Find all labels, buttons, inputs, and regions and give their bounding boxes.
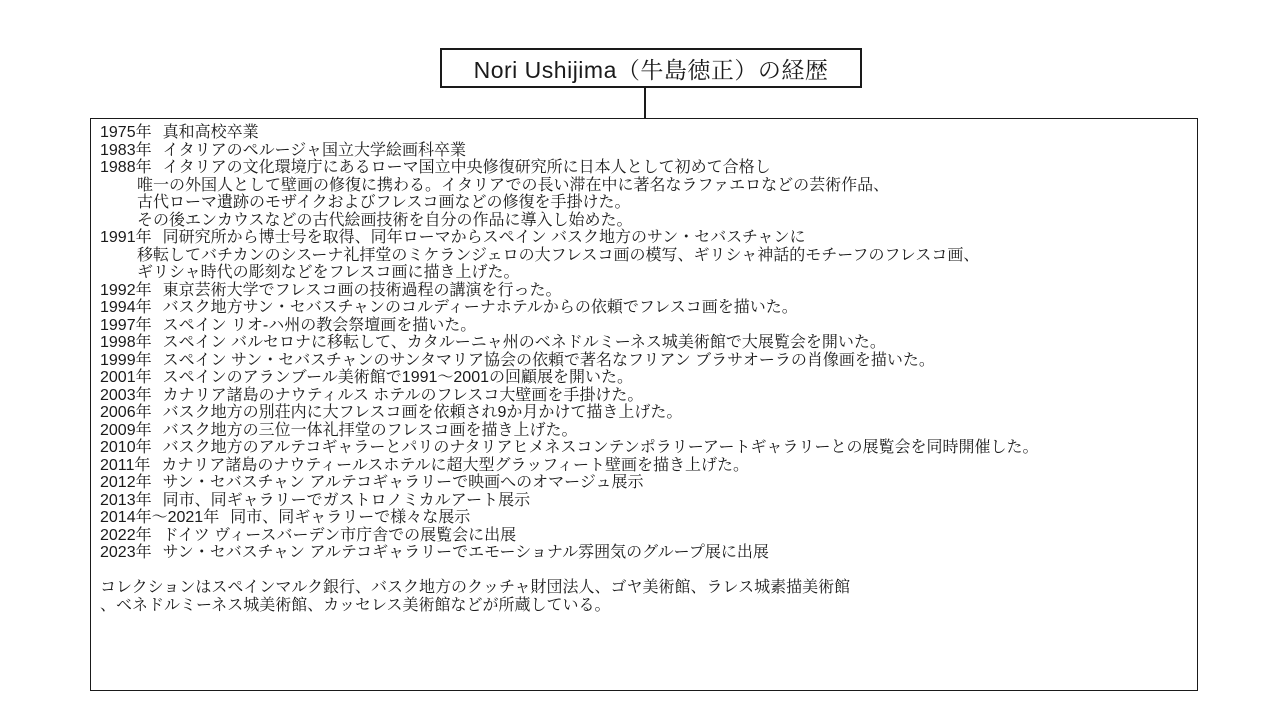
timeline-text: ギリシャ時代の彫刻などをフレスコ画に描き上げた。 — [137, 264, 520, 281]
timeline-text: サン・セバスチャン アルテコギャラリーで映画へのオマージュ展示 — [162, 474, 644, 491]
timeline-text: 同研究所から博士号を取得、同年ローマからスペイン バスク地方のサン・セバスチャンに — [162, 229, 806, 246]
timeline-year: 2011年 — [100, 456, 151, 474]
timeline-entry — [100, 439, 1189, 457]
timeline-entry — [100, 509, 1189, 527]
timeline-year: 1997年 — [100, 316, 152, 334]
timeline-year: 2006年 — [100, 404, 152, 421]
footer-line: 、ベネドルミーネス城美術館、カッセレス美術館などが所蔵している。 — [100, 596, 611, 614]
timeline-text: バスク地方の別荘内に大フレスコ画を依頼され9か月かけて描き上げた。 — [162, 404, 683, 421]
timeline-year: 2022年 — [100, 526, 152, 544]
timeline-entry — [100, 282, 1189, 300]
timeline-year: 1991年 — [100, 229, 152, 246]
timeline-year: 1994年 — [100, 299, 152, 316]
timeline-entry — [100, 527, 1189, 545]
timeline-entry — [100, 369, 1189, 387]
timeline-entry — [100, 159, 1189, 177]
timeline-year: 2023年 — [100, 544, 152, 561]
timeline-entry — [100, 544, 1189, 562]
timeline-year: 1998年 — [100, 334, 152, 351]
timeline-year: 2003年 — [100, 386, 152, 404]
timeline-text: スペイン サン・セバスチャンのサンタマリア協会の依頼で著名なフリアン ブラサオーラの肖像画を描いた。 — [162, 351, 935, 369]
timeline-entry — [100, 474, 1189, 492]
timeline-continuation-line — [100, 194, 1189, 212]
timeline-text: イタリアの文化環境庁にあるローマ国立中央修復研究所に日本人として初めて合格し — [162, 159, 771, 176]
timeline-entry — [100, 457, 1189, 475]
timeline-entry — [100, 229, 1189, 247]
timeline-text: スペインのアランブール美術館で1991～2001の回顧展を開いた。 — [162, 369, 633, 386]
footer-line: コレクションはスペインマルク銀行、バスク地方のクッチャ財団法人、ゴヤ美術館、ラレス城素描美術館 — [100, 579, 851, 596]
timeline-year: 2009年 — [100, 421, 152, 439]
timeline-entry — [100, 317, 1189, 335]
timeline-text: カナリア諸島のナウティルス ホテルのフレスコ大壁画を手掛けた。 — [162, 386, 644, 404]
timeline-year: 2001年 — [100, 369, 152, 386]
timeline-text: 古代ローマ遺跡のモザイクおよびフレスコ画などの修復を手掛けた。 — [137, 194, 631, 211]
timeline-text: 真和高校卒業 — [162, 124, 259, 141]
timeline-entry — [100, 404, 1189, 422]
timeline-entry — [100, 334, 1189, 352]
timeline-year: 1983年 — [100, 141, 152, 159]
page-title: Nori Ushijima（牛島徳正）の経歴 — [473, 56, 829, 83]
content-box — [90, 118, 1198, 691]
footer-paragraph — [100, 579, 1189, 614]
timeline-text: サン・セバスチャン アルテコギャラリーでエモーショナル雰囲気のグループ展に出展 — [162, 544, 769, 561]
timeline-text: 東京芸術大学でフレスコ画の技術過程の講演を行った。 — [162, 281, 562, 299]
timeline-year: 1988年 — [100, 159, 152, 176]
timeline-entry — [100, 352, 1189, 370]
timeline-year: 1975年 — [100, 124, 152, 141]
timeline-text: スペイン リオ-ハ州の教会祭壇画を描いた。 — [162, 316, 477, 334]
timeline-entry — [100, 299, 1189, 317]
timeline-text: その後エンカウスなどの古代絵画技術を自分の作品に導入し始めた。 — [137, 211, 633, 229]
timeline-text: 移転してバチカンのシスーナ礼拝堂のミケランジェロの大フレスコ画の模写、ギリシャ神話的モチーフのフレスコ画、 — [137, 246, 980, 264]
connector-line — [644, 88, 646, 118]
timeline-year: 2012年 — [100, 474, 152, 491]
timeline-text: 同市、同ギャラリーでガストロノミカルアート展示 — [162, 491, 531, 509]
timeline-entry — [100, 387, 1189, 405]
timeline-text: 唯一の外国人として壁画の修復に携わる。イタリアでの長い滞在中に著名なラファエロなどの芸術作品、 — [137, 176, 890, 194]
timeline-continuation-line — [100, 247, 1189, 265]
timeline-text: バスク地方サン・セバスチャンのコルディーナホテルからの依頼でフレスコ画を描いた。 — [162, 299, 798, 316]
timeline-continuation-line — [100, 177, 1189, 195]
timeline-text: スペイン バルセロナに移転して、カタルーニャ州のベネドルミーネス城美術館で大展覧会を開いた。 — [162, 334, 886, 351]
timeline-continuation-line — [100, 264, 1189, 282]
timeline-text: ドイツ ヴィースバーデン市庁舎での展覧会に出展 — [162, 526, 517, 544]
timeline-continuation-line — [100, 212, 1189, 230]
timeline-text: バスク地方の三位一体礼拝堂のフレスコ画を描き上げた。 — [162, 421, 578, 439]
timeline-year: 1992年 — [100, 281, 152, 299]
timeline-text: カナリア諸島のナウティールスホテルに超大型グラッフィート壁画を描き上げた。 — [161, 456, 749, 474]
timeline-year: 2014年～2021年 — [100, 509, 220, 526]
timeline-text: バスク地方のアルテコギャラーとパリのナタリアヒメネスコンテンポラリーアートギャラリーとの展覧会を同時開催した。 — [162, 439, 1039, 456]
timeline-entry — [100, 142, 1189, 160]
timeline — [100, 124, 1189, 562]
timeline-year: 1999年 — [100, 351, 152, 369]
timeline-year: 2013年 — [100, 491, 152, 509]
timeline-text: 同市、同ギャラリーで様々な展示 — [230, 509, 471, 526]
timeline-entry — [100, 492, 1189, 510]
timeline-year: 2010年 — [100, 439, 152, 456]
timeline-text: イタリアのペルージャ国立大学絵画科卒業 — [162, 141, 466, 159]
timeline-entry — [100, 124, 1189, 142]
timeline-entry — [100, 422, 1189, 440]
title-box — [440, 48, 862, 88]
